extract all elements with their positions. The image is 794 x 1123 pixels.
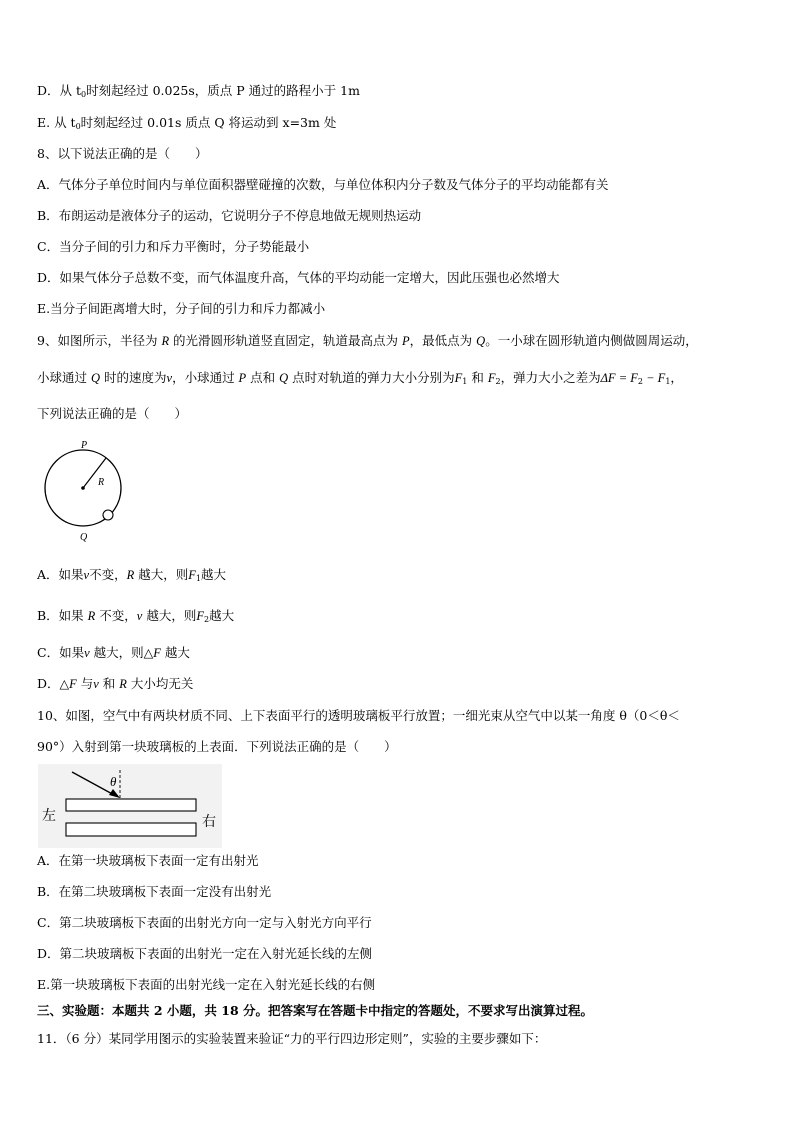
q10-option-b: B．在第二块玻璃板下表面一定没有出射光 <box>37 884 272 899</box>
label-left: 左 <box>42 809 56 824</box>
q10-stem-line2: 90°）入射到第一块玻璃板的上表面．下列说法正确的是（ ） <box>37 739 397 754</box>
q9-circular-track-figure <box>38 437 134 545</box>
label-right: 右 <box>202 815 216 830</box>
q10-option-a: A．在第一块玻璃板下表面一定有出射光 <box>37 853 259 868</box>
q8-option-c: C．当分子间的引力和斥力平衡时，分子势能最小 <box>37 239 310 254</box>
section-3-heading: 三、实验题：本题共 2 小题，共 18 分。把答案写在答题卡中指定的答题处，不要求写出演算过程。 <box>37 1003 594 1018</box>
q7-option-e: E. 从 $t_0$时刻起经过 0.01s 质点 Q 将运动到 x=3m 处 <box>37 115 337 131</box>
q10-option-c: C．第二块玻璃板下表面的出射光方向一定与入射光方向平行 <box>37 915 372 930</box>
label-theta: θ <box>110 774 117 789</box>
q9-stem-line2: 小球通过 Q 时的速度为v，小球通过 P 点和 Q 点时对轨道的弹力大小分别为$F_1$ 和 $F_2$，弹力大小之差为$\Delta F = F_2 - F_1$， <box>37 370 683 386</box>
label-p: P <box>81 440 88 451</box>
q10-stem-line1: 10、如图，空气中有两块材质不同、上下表面平行的透明玻璃板平行放置；一细光束从空气中以某一角度 θ（0＜θ＜ <box>37 708 680 723</box>
q8-option-e: E.当分子间距离增大时，分子间的引力和斥力都减小 <box>37 301 326 316</box>
q10-option-d: D．第二块玻璃板下表面的出射光一定在入射光延长线的左侧 <box>37 946 373 961</box>
q9-option-b: B．如果 R 不变，v 越大，则$F_2$越大 <box>37 608 235 624</box>
q7-option-d: D．从 $t_0$时刻起经过 0.025s，质点 P 通过的路程小于 1m <box>37 83 360 99</box>
ball <box>103 510 113 520</box>
q11-stem: 11．（6 分）某同学用图示的实验装置来验证“力的平行四边形定则”，实验的主要步骤如下： <box>37 1031 547 1046</box>
q9-stem-line1: 9、如图所示，半径为 R 的光滑圆形轨道竖直固定，轨道最高点为 P，最低点为 Q。一小球在圆形轨道内侧做圆周运动， <box>37 333 698 348</box>
q9-option-c: C．如果v 越大，则△F 越大 <box>37 645 190 660</box>
q8-option-a: A．气体分子单位时间内与单位面积器壁碰撞的次数，与单位体积内分子数及气体分子的平均动能都有关 <box>37 177 609 192</box>
q10-glass-plates-figure <box>38 764 222 848</box>
q9-option-d: D．△F 与v 和 R 大小均无关 <box>37 676 194 691</box>
glass-plate-bottom <box>66 823 196 836</box>
q8-stem: 8、以下说法正确的是（ ） <box>37 146 208 161</box>
q8-option-b: B．布朗运动是液体分子的运动，它说明分子不停息地做无规则热运动 <box>37 208 422 223</box>
q10-option-e: E.第一块玻璃板下表面的出射光线一定在入射光延长线的右侧 <box>37 977 376 992</box>
q9-option-a: A．如果v不变，R 越大，则$F_1$越大 <box>37 567 226 583</box>
label-r: R <box>98 477 105 488</box>
q8-option-d: D．如果气体分子总数不变，而气体温度升高，气体的平均动能一定增大，因此压强也必然增大 <box>37 270 560 285</box>
q9-stem-line3: 下列说法正确的是（ ） <box>37 406 188 421</box>
label-q: Q <box>80 532 88 543</box>
glass-plate-top <box>66 799 196 811</box>
